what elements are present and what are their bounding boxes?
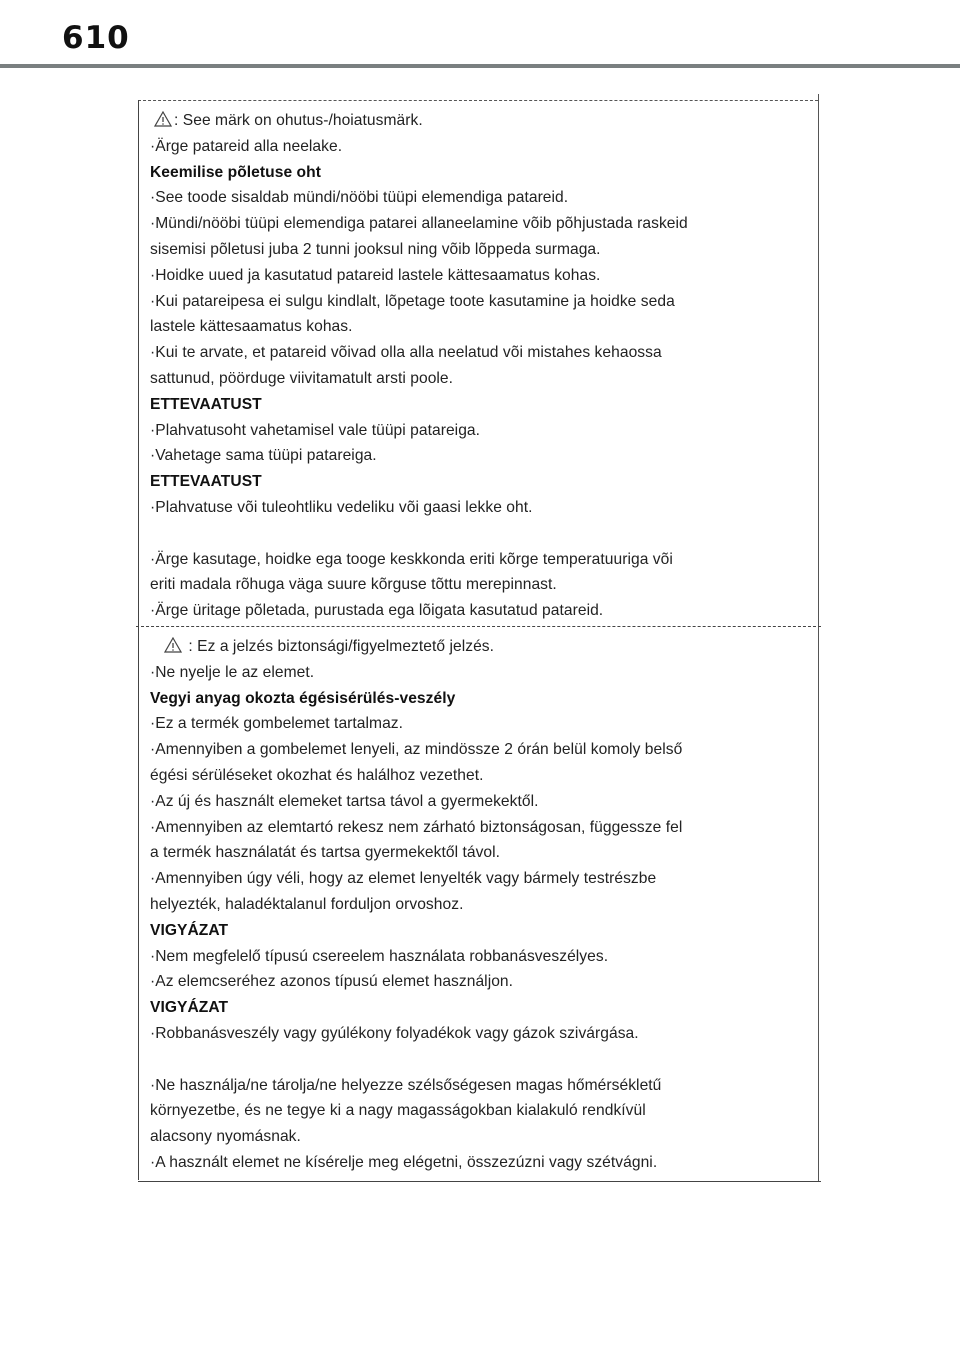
line-text: ·Ne nyelje le az elemet. [150, 663, 315, 681]
section-heading [150, 160, 810, 186]
line-text: ·Nem megfelelő típusú csereelem használata robbanásveszélyes. [150, 947, 609, 965]
text-line [150, 660, 810, 686]
text-line [150, 1021, 810, 1047]
line-text: ·Robbanásveszély vagy gyúlékony folyadékok vagy gázok szivárgása. [150, 1024, 639, 1042]
line-text: környezetbe, és ne tegye ki a nagy magasságokban kialakuló rendkívül [150, 1102, 646, 1120]
text-line [150, 263, 810, 289]
line-text: ·Mündi/nööbi tüüpi elemendiga patarei allaneelamine võib põhjustada raskeid [150, 215, 688, 233]
line-text: ·Plahvatusoht vahetamisel vale tüüpi patareiga. [150, 421, 481, 439]
estonian-warning-section [150, 108, 810, 624]
section-heading [150, 995, 810, 1021]
text-line [150, 418, 810, 444]
text-line [150, 1098, 810, 1124]
line-text: ·Ärge üritage põletada, purustada ega lõigata kasutatud patareid. [150, 602, 604, 620]
line-text: ·Ärge patareid alla neelake. [150, 137, 343, 155]
line-text: VIGYÁZAT [150, 921, 229, 939]
line-text: ·Plahvatuse või tuleohtliku vedeliku või gaasi lekke oht. [150, 498, 533, 516]
line-text: lastele kättesaamatus kohas. [150, 318, 353, 336]
line-text: ·Amennyiben úgy véli, hogy az elemet lenyelték vagy bármely testrészbe [150, 870, 657, 888]
text-line [150, 314, 810, 340]
text-line [150, 737, 810, 763]
text-line [150, 892, 810, 918]
hungarian-warning-section [150, 634, 810, 1176]
section-heading [150, 469, 810, 495]
blank-line [150, 521, 810, 547]
text-line [150, 340, 810, 366]
line-text: ·Ez a termék gombelemet tartalmaz. [150, 715, 404, 733]
text-line [150, 763, 810, 789]
text-line [150, 866, 810, 892]
line-text: alacsony nyomásnak. [150, 1128, 301, 1146]
text-line [150, 789, 810, 815]
line-text: ·Kui te arvate, et patareid võivad olla alla neelatud või mistahes kehaossa [150, 344, 662, 362]
text-line [150, 134, 810, 160]
line-text: : See märk on ohutus-/hoiatusmärk. [174, 112, 423, 129]
text-line [150, 598, 810, 624]
text-line [150, 944, 810, 970]
line-text: ·Amennyiben az elemtartó rekesz nem zárható biztonságosan, függessze fel [150, 818, 683, 836]
text-line [150, 495, 810, 521]
section-heading [150, 392, 810, 418]
scan-border-bottom [138, 1181, 821, 1182]
text-line [150, 366, 810, 392]
line-text: ·A használt elemet ne kísérelje meg elégetni, összezúzni vagy szétvágni. [150, 1153, 658, 1171]
section-divider [136, 626, 821, 627]
scan-border-right [818, 94, 819, 1182]
text-line [150, 840, 810, 866]
line-text: ·See toode sisaldab mündi/nööbi tüüpi elemendiga patareid. [150, 189, 569, 207]
line-text: ·Amennyiben a gombelemet lenyeli, az mindössze 2 órán belül komoly belső [150, 741, 683, 759]
text-line [150, 108, 810, 134]
header-rule [0, 64, 960, 68]
line-text: ETTEVAATUST [150, 395, 262, 413]
text-line [150, 634, 810, 660]
line-text: a termék használatát és tartsa gyermekektől távol. [150, 844, 501, 862]
section-heading [150, 918, 810, 944]
line-text: : Ez a jelzés biztonsági/figyelmeztető jelzés. [184, 638, 495, 655]
text-line [150, 443, 810, 469]
line-text: ·Kui patareipesa ei sulgu kindlalt, lõpetage toote kasutamine ja hoidke seda [150, 292, 675, 310]
text-line [150, 289, 810, 315]
text-line [150, 237, 810, 263]
scan-border-top [138, 100, 818, 101]
line-text: ·Ne használja/ne tárolja/ne helyezze szélsőségesen magas hőmérsékletű [150, 1076, 662, 1094]
line-text: ·Az új és használt elemeket tartsa távol a gyermekektől. [150, 792, 539, 810]
warning-triangle-icon [164, 637, 182, 653]
line-text: VIGYÁZAT [150, 999, 229, 1017]
blank-line [150, 1047, 810, 1073]
text-line [150, 1073, 810, 1099]
line-text: helyezték, haladéktalanul forduljon orvoshoz. [150, 895, 464, 913]
text-line [150, 572, 810, 598]
text-line [150, 969, 810, 995]
text-line [150, 1124, 810, 1150]
text-line [150, 211, 810, 237]
scanned-warning-label [136, 94, 821, 1182]
warning-triangle-icon [154, 111, 172, 127]
page-number: 610 [62, 20, 130, 56]
line-text: eriti madala rõhuga väga suure kõrguse tõttu merepinnast. [150, 576, 557, 594]
text-line [150, 711, 810, 737]
line-text: ·Az elemcseréhez azonos típusú elemet használjon. [150, 973, 514, 991]
line-text: sisemisi põletusi juba 2 tunni jooksul ning võib lõppeda surmaga. [150, 240, 601, 258]
line-text: ETTEVAATUST [150, 473, 262, 491]
scan-border-left [138, 100, 139, 1180]
line-text: ·Hoidke uued ja kasutatud patareid lastele kättesaamatus kohas. [150, 266, 601, 284]
line-text: ·Vahetage sama tüüpi patareiga. [150, 447, 377, 465]
text-line [150, 1150, 810, 1176]
line-text: sattunud, pöörduge viivitamatult arsti poole. [150, 369, 454, 387]
line-text: ·Ärge kasutage, hoidke ega tooge keskkonda eriti kõrge temperatuuriga või [150, 550, 673, 568]
text-line [150, 185, 810, 211]
line-text: égési sérüléseket okozhat és halálhoz vezethet. [150, 766, 484, 784]
text-line [150, 547, 810, 573]
section-heading [150, 686, 810, 712]
text-line [150, 815, 810, 841]
line-text: Keemilise põletuse oht [150, 163, 321, 181]
line-text: Vegyi anyag okozta égésisérülés-veszély [150, 689, 456, 707]
